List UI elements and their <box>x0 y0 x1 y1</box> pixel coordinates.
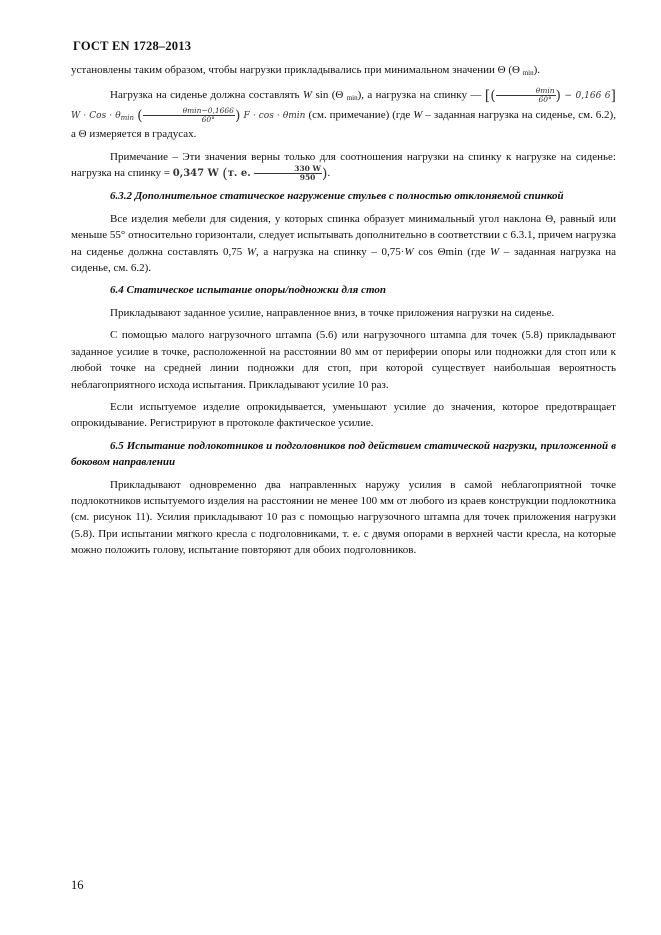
fraction-numerator: θmin−0,1666 <box>143 107 235 116</box>
load-text-c: (см. примечание) (где <box>305 108 414 121</box>
fraction-denominator: 60° <box>538 95 552 105</box>
fraction-denominator: 950 <box>299 173 316 183</box>
paragraph-text: , а нагрузка на спинку – 0,75· <box>256 245 405 258</box>
standard-header: ГОСТ EN 1728–2013 <box>73 39 192 53</box>
subscript-min: min <box>522 69 534 77</box>
paragraph-6-5: Прикладывают одновременно два направленных наружу усилия в самой неблагоприятной точке подлокотников испытуемого изделия на расстоянии не менее 100 мм от любого из краев конструкции подлокотника (см. рисунок 11). Усилия прикладывают 10 раз с помощью нагрузочного штампа для точек приложения нагрузки (5.8). При испытании мягкого кресла с подголовниками, т. е. с двумя опорами в верхней части кресла, на которые можно положить голову, испытание повторяют для обоих подголовников. <box>71 478 616 557</box>
subscript-min: min <box>346 94 358 103</box>
symbol-w: W <box>302 89 313 102</box>
paragraph-text: установлены таким образом, чтобы нагрузки прикладывались при минимальном значении Θ <box>71 64 506 76</box>
formula-term: 0,347 W <box>172 168 219 180</box>
section-heading-6-4: 6.4 Статическое испытание опоры/подножки для стоп <box>110 284 386 297</box>
note-text-end: . <box>327 167 331 180</box>
paragraph-text: Все изделия мебели для сидения, у которых спинка образует минимальный угол наклона Θ, равный или меньше 55° относительно горизонтали, следует испытывать дополнительно в соответствии с 6.3.1, причем нагрузка на сиденье должна составлять 0,75 <box>71 212 616 258</box>
paragraph-6-4-1: Прикладывают заданное усилие, направленное вниз, в точке приложения нагрузки на сиденье. <box>110 306 555 319</box>
load-text-d: – заданная нагрузка на сиденье, см. 6.2), а Θ измеряется в градусах. <box>71 108 616 141</box>
paragraph-continuation: установлены таким образом, чтобы нагрузки прикладывались при минимальном значении Θ (Θ $_{min}$). <box>71 64 541 77</box>
symbol-w: W <box>246 245 257 258</box>
load-text: Нагрузка на сиденье должна составлять <box>110 89 303 102</box>
section-heading-6-5: 6.5 Испытание подлокотников и подголовников под действием статической нагрузки, приложенной в боковом направлении <box>71 439 616 469</box>
fraction-denominator: 60° <box>201 114 215 124</box>
fraction-numerator: 330 W <box>254 165 322 174</box>
backrest-formula: [( $\frac{\theta\min}{60^\circ}$ ) − 0,166 6] W · Cos · $\theta_{min}$ ( $\frac{\theta\min-0,1666}{60^\circ}$ ) F · cos · θmin <box>71 86 617 124</box>
paragraph-load <box>71 87 616 142</box>
load-text-b: ), а нагрузка на спинку — <box>357 89 482 102</box>
symbol-w: W <box>490 245 500 258</box>
paragraph-6-4-3: Если испытуемое изделие опрокидывается, уменьшают усилие до значения, которое предотвращает опрокидывание. Регистрируют в протоколе фактическое усилие. <box>71 400 616 430</box>
formula-fraction <box>496 87 556 104</box>
symbol-w: W <box>404 245 414 258</box>
sin-text: sin (Θ <box>312 89 347 102</box>
symbol-w: W <box>413 108 423 121</box>
theta-symbol: Θ <box>512 64 520 76</box>
section-heading-6-3-2: 6.3.2 Дополнительное статическое нагружение стульев с полностью отклоняемой спинкой <box>110 190 564 203</box>
body-text <box>71 62 616 559</box>
page-number: 16 <box>71 878 84 892</box>
note-text: Примечание – Эти значения верны только для соотношения нагрузки на спинку к нагрузке на сиденье: нагрузка на спинку = <box>71 150 616 180</box>
subscript-min: min <box>120 113 135 122</box>
note-formula: 0,347 W (т. е. $\frac{330 W}{950}$ ) <box>172 164 328 183</box>
formula-term: − 0,166 6 <box>561 91 611 102</box>
formula-term: W · Cos · θ <box>71 110 121 121</box>
paragraph-text: cos Θmin (где <box>413 245 491 258</box>
fraction-numerator: θmin <box>496 87 556 96</box>
formula-exponent <box>143 107 235 124</box>
paragraph-6-3-2 <box>71 211 616 277</box>
note-paragraph <box>71 149 616 183</box>
formula-term: F · cos · θmin <box>243 110 306 121</box>
formula-term: т. е. <box>227 168 251 180</box>
formula-fraction <box>254 165 322 182</box>
paragraph-6-4-2: С помощью малого нагрузочного штампа (5.6) или нагрузочного штампа для точек (5.8) прикладывают заданное усилие в точке, расположенной на расстоянии 80 мм от периферии опоры или подножки для стоп или к любой точке на средней линии подножки для стоп, при которой существует наибольшая вероятность неблагоприятного исхода испытания. Прикладывают усилие 10 раз. <box>71 329 616 391</box>
paragraph-text: – заданная нагрузка на сиденье, см. 6.2). <box>71 245 616 275</box>
